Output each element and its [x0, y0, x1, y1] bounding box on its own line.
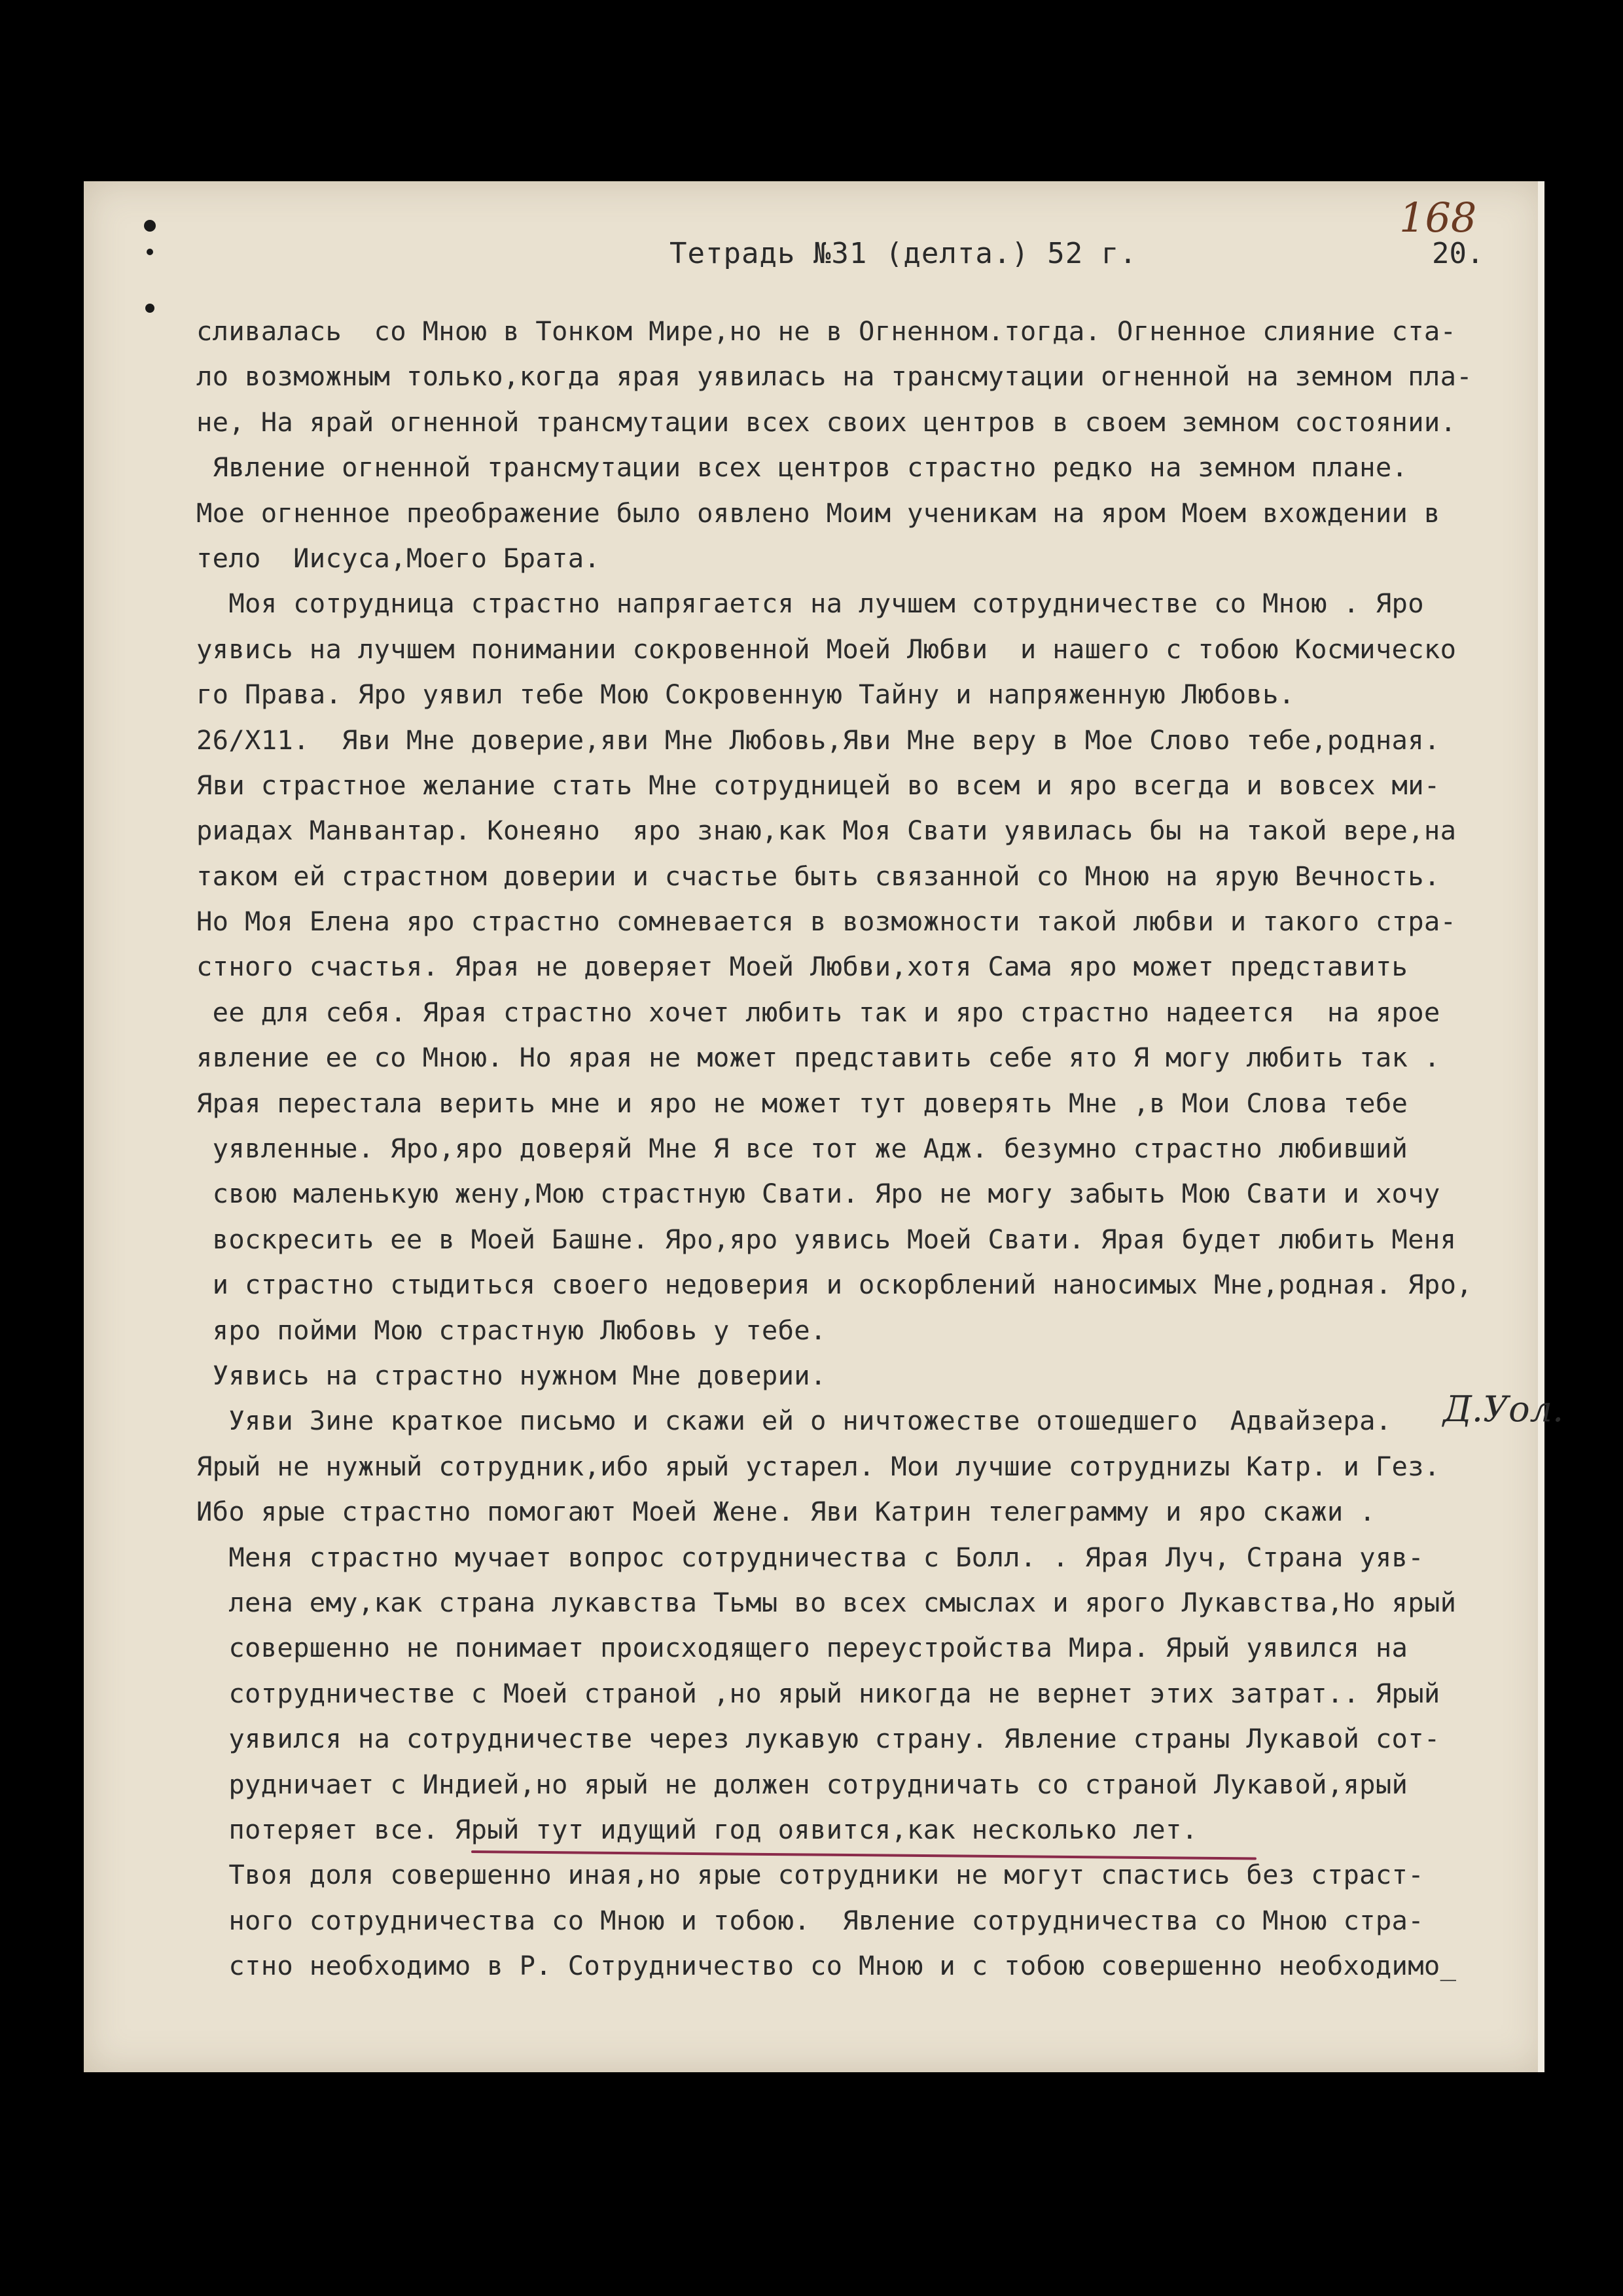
text-line: уявленные. Яро,яро доверяй Мне Я все тот же Адж. безумно страстно любивший	[196, 1133, 1408, 1165]
paper-edge	[1538, 181, 1544, 2072]
typed-text-body	[196, 309, 1538, 1988]
text-line: Твоя доля совершенно иная,но ярые сотрудники не могут спастись без страст-	[196, 1859, 1424, 1891]
page-number: 20.	[1432, 237, 1484, 270]
text-line: Моя сотрудница страстно напрягается на лучшем сотрудничестве со Мною . Яро	[196, 588, 1424, 620]
text-line: тело Иисуса,Моего Брата.	[196, 542, 601, 574]
text-line: яро пойми Мою страстную Любовь у тебе.	[196, 1314, 827, 1346]
text-line: Уяви Зине краткое письмо и скажи ей о ничтожестве отошедшего Адвайзера.	[196, 1405, 1392, 1437]
text-line: воскресить ее в Моей Башне. Яро,яро уявись Моей Свати. Ярая будет любить Меня	[196, 1223, 1457, 1255]
folio-number: 168	[1399, 194, 1477, 241]
binding-hole	[147, 249, 153, 255]
text-line: явление ее со Мною. Но ярая не может представить себе ято Я могу любить так .	[196, 1042, 1440, 1074]
text-line: лена ему,как страна лукавства Тьмы во всех смыслах и ярого Лукавства,Но ярый	[196, 1586, 1457, 1618]
text-line: го Права. Яро уявил тебе Мою Сокровенную Тайну и напряженную Любовь.	[196, 679, 1295, 711]
text-line: Явление огненной трансмутации всех центров страстно редко на земном плане.	[196, 451, 1408, 484]
binding-hole	[145, 304, 154, 313]
text-line: Мое огненное преображение было оявлено Моим ученикам на яром Моем вхождении в	[196, 497, 1440, 529]
text-line: риадах Манвантар. Конеяно яро знаю,как Моя Свати уявилась бы на такой вере,на	[196, 815, 1457, 847]
text-line: не, На ярай огненной трансмутации всех своих центров в своем земном состоянии.	[196, 406, 1457, 438]
text-line: 26/Х11. Яви Мне доверие,яви Мне Любовь,Яви Мне веру в Мое Слово тебе,родная.	[196, 724, 1440, 756]
text-line: Ярый не нужный сотрудник,ибо ярый устарел. Мои лучшие сотрудниzы Катр. и Гез.	[196, 1450, 1440, 1482]
text-line: Но Моя Елена яро страстно сомневается в возможности такой любви и такого стра-	[196, 906, 1457, 938]
text-line: уявился на сотрудничестве через лукавую страну. Явление страны Лукавой сот-	[196, 1723, 1440, 1755]
binding-hole	[144, 220, 156, 232]
text-line: таком ей страстном доверии и счастье быть связанной со Мною на ярую Вечность.	[196, 860, 1440, 892]
text-line: свою маленькую жену,Мою страстную Свати. Яро не могу забыть Мою Свати и хочу	[196, 1178, 1440, 1210]
text-line: ее для себя. Ярая страстно хочет любить так и яро страстно надеется на ярое	[196, 996, 1440, 1028]
text-line: Уявись на страстно нужном Мне доверии.	[196, 1359, 827, 1391]
margin-note: Д.Уол.	[1443, 1388, 1564, 1430]
text-line: рудничает с Индией,но ярый не должен сотрудничать со страной Лукавой,ярый	[196, 1768, 1408, 1800]
text-line: сливалась со Мною в Тонком Мире,но не в Огненном.тогда. Огненное слияние ста-	[196, 315, 1457, 347]
text-line: и страстно стыдиться своего недоверия и оскорблений наносимых Мне,родная. Яро,	[196, 1269, 1472, 1301]
text-line: Ярая перестала верить мне и яро не может тут доверять Мне ,в Мои Слова тебе	[196, 1087, 1408, 1119]
text-line: потеряет все. Ярый тут идущий год оявится,как несколько лет.	[196, 1813, 1198, 1845]
text-line: стно необходимо в Р. Сотрудничество со Мною и с тобою совершенно необходимо_	[196, 1950, 1457, 1982]
text-line: стного счастья. Ярая не доверяет Моей Любви,хотя Сама яро может представить	[196, 951, 1408, 983]
text-line: совершенно не понимает происходящего переустройства Мира. Ярый уявился на	[196, 1632, 1408, 1664]
text-line: Яви страстное желание стать Мне сотрудницей во всем и яро всегда и вовсех ми-	[196, 769, 1440, 801]
text-line: Ибо ярые страстно помогают Моей Жене. Яви Катрин телеграмму и яро скажи .	[196, 1496, 1376, 1528]
text-line: ного сотрудничества со Мною и тобою. Явление сотрудничества со Мною стра-	[196, 1904, 1424, 1936]
page-header: Тетрадь №31 (делта.) 52 г.	[669, 237, 1137, 270]
text-line: сотрудничестве с Моей страной ,но ярый никогда не вернет этих затрат.. Ярый	[196, 1677, 1440, 1709]
text-line: уявись на лучшем понимании сокровенной Моей Любви и нашего с тобою Космическо	[196, 633, 1457, 665]
text-line: ло возможным только,когда ярая уявилась на трансмутации огненной на земном пла-	[196, 361, 1472, 393]
text-line: Меня страстно мучает вопрос сотрудничества с Болл. . Ярая Луч, Страна уяв-	[196, 1541, 1424, 1573]
